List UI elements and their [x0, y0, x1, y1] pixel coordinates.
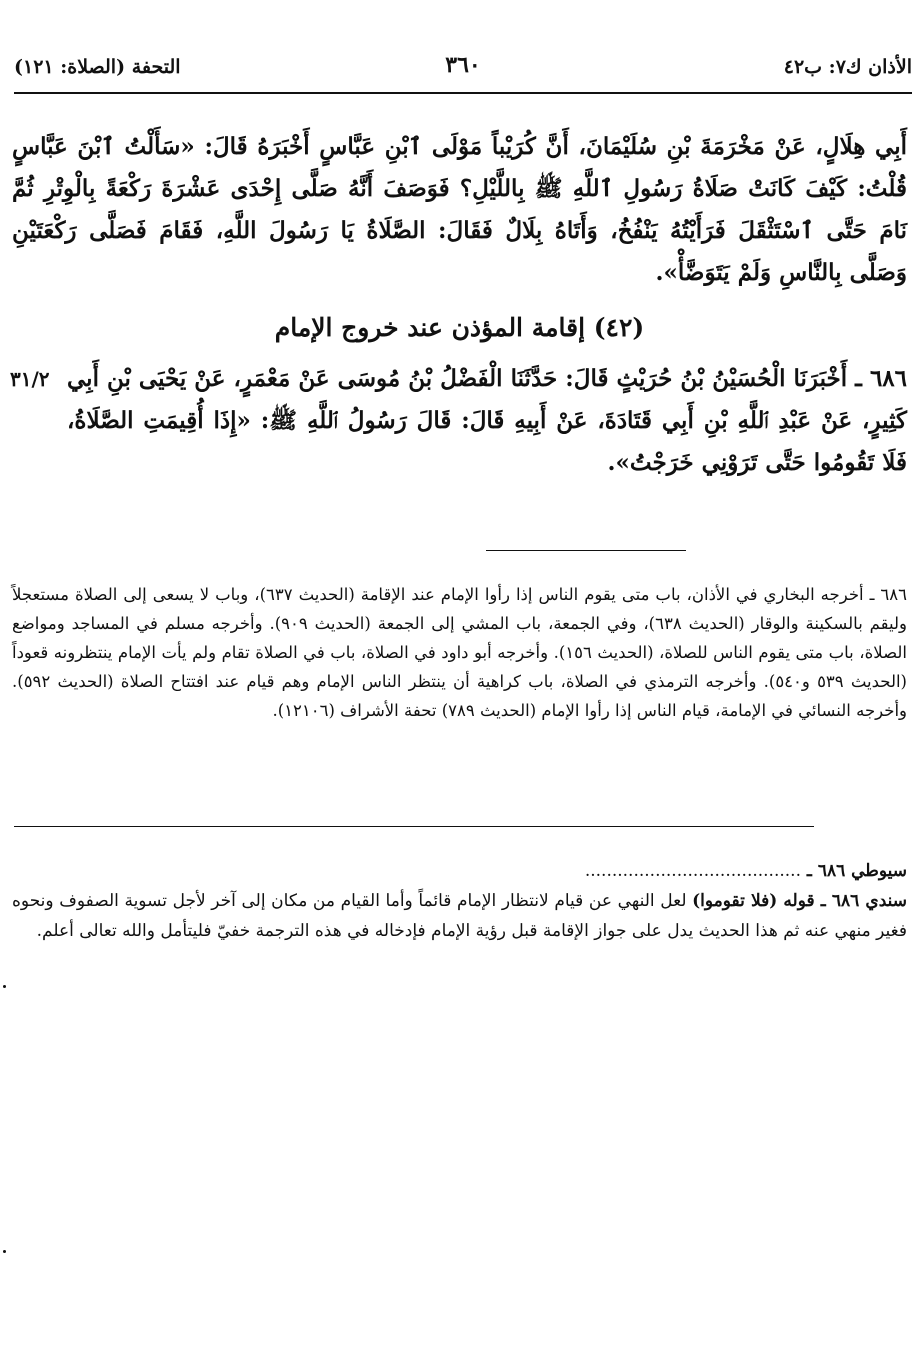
sindi-text: لعل النهي عن قيام لانتظار الإمام قائماً وأما القيام من مكان إلى آخر لأجل تسوية الصفوف ونحوه فغير منهي عنه ثم هذا الحديث يدل على جواز الإقامة قبل رؤية الإمام فإدخاله في هذه الترجمة خفيّ فليتأمل والله تعالى أعلم.: [12, 891, 907, 941]
header-chapter-ref: الأذان ك٧: ب٤٢: [783, 56, 912, 78]
continuation-paragraph: أَبِي هِلَالٍ، عَنْ مَخْرَمَةَ بْنِ سُلَيْمَانَ، أَنَّ كُرَيْباً مَوْلَى ٱبْنِ عَبَّاسٍ أَخْبَرَهُ قَالَ: «سَأَلْتُ ٱبْنَ عَبَّاسٍ قُلْتُ: كَيْفَ كَانَتْ صَلَاةُ رَسُولِ ٱللَّهِ ﷺ بِاللَّيْلِ؟ فَوَصَفَ أَنَّهُ صَلَّى إِحْدَى عَشْرَةَ رَكْعَةً بِالْوِتْرِ ثُمَّ نَامَ حَتَّى ٱسْتَثْقَلَ فَرَأَيْتُهُ يَنْفُخُ، وَأَتَاهُ بِلَالٌ فَقَالَ: الصَّلَاةُ يَا رَسُولَ اللَّهِ، فَقَامَ فَصَلَّى رَكْعَتَيْنِ وَصَلَّى بِالنَّاسِ وَلَمْ يَتَوَضَّأْ».: [12, 133, 907, 286]
hadith-block: [12, 358, 907, 484]
suyuti-dots: ........................................: [584, 861, 801, 881]
scan-speck: [3, 985, 6, 988]
footnotes: [12, 580, 907, 725]
page-number: ٣٦٠: [445, 52, 481, 78]
commentary-section: [12, 856, 907, 946]
page-header: [14, 52, 912, 94]
footnote-divider: [486, 550, 686, 551]
hadith-text: ٦٨٦ ـ أَخْبَرَنَا الْحُسَيْنُ بْنُ حُرَيْثٍ قَالَ: حَدَّثَنَا الْفَضْلُ بْنُ مُوسَى عَنْ مَعْمَرٍ، عَنْ يَحْيَى بْنِ أَبِي كَثِيرٍ، عَنْ عَبْدِ ٱللَّهِ بْنِ أَبِي قَتَادَةَ، عَنْ أَبِيهِ قَالَ: قَالَ رَسُولُ ٱللَّهِ ﷺ: «إِذَا أُقِيمَتِ الصَّلَاةُ، فَلَا تَقُومُوا حَتَّى تَرَوْنِي خَرَجْتُ».: [67, 365, 907, 476]
sindi-commentary: [12, 886, 907, 946]
scan-speck: [3, 1250, 6, 1253]
sindi-lead: سندي ٦٨٦ ـ قوله (فلا تقوموا): [692, 891, 907, 911]
suyuti-line: [12, 856, 907, 886]
header-tuhfa-ref: التحفة (الصلاة: ١٢١): [14, 56, 181, 78]
commentary-divider: [14, 826, 814, 827]
section-title: (٤٢) إقامة المؤذن عند خروج الإمام: [274, 313, 645, 342]
main-text: [12, 126, 907, 484]
margin-reference: ٣١/٢: [10, 367, 50, 391]
suyuti-label: سيوطي ٦٨٦ ـ: [806, 861, 907, 881]
takhrij-footnote: ٦٨٦ ـ أخرجه البخاري في الأذان، باب متى يقوم الناس إذا رأوا الإمام عند الإقامة (الحديث ٦٣٧)، وباب لا يسعى إلى الصلاة مستعجلاً وليقم بالسكينة والوقار (الحديث ٦٣٨)، وفي الجمعة، باب المشي إلى الجمعة (الحديث ٩٠٩). وأخرجه مسلم في المساجد ومواضع الصلاة، باب متى يقوم الناس للصلاة، (الحديث ١٥٦). وأخرجه أبو داود في الصلاة، باب في الصلاة تقام ولم يأت الإمام ينتظرونه قعوداً (الحديث ٥٣٩ و٥٤٠). وأخرجه الترمذي في الصلاة، باب كراهية أن ينتظر الناس الإمام وهم قيام عند افتتاح الصلاة (الحديث ٥٩٢). وأخرجه النسائي في الإمامة، قيام الناس إذا رأوا الإمام (الحديث ٧٨٩) تحفة الأشراف (١٢١٠٦).: [12, 585, 908, 720]
